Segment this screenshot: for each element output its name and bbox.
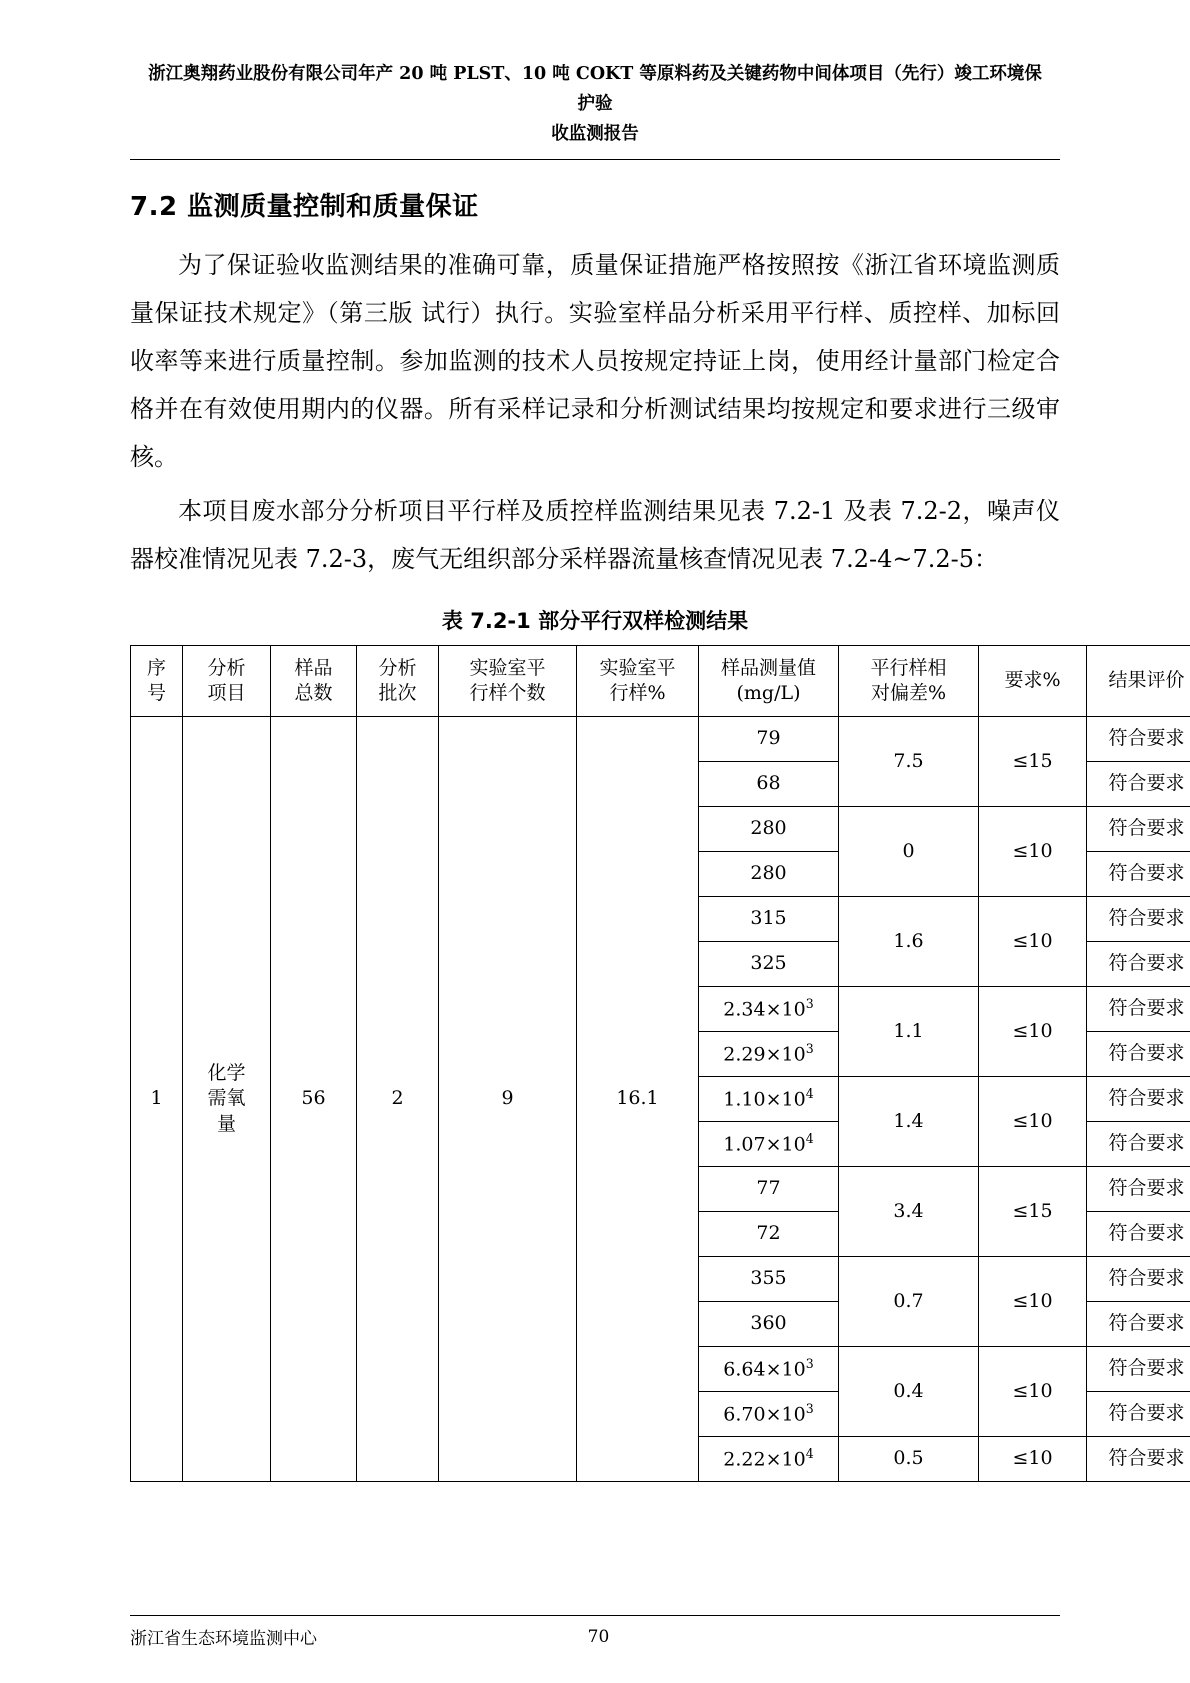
cell-evaluation: 符合要求 xyxy=(1087,717,1190,762)
th-analysis-item: 分析 项目 xyxy=(183,646,271,717)
cell-requirement: ≤10 xyxy=(979,1437,1087,1482)
th-parallel-percent: 实验室平 行样% xyxy=(577,646,699,717)
cell-measured-value: 360 xyxy=(699,1302,839,1347)
cell-evaluation: 符合要求 xyxy=(1087,1302,1190,1347)
cell-evaluation: 符合要求 xyxy=(1087,1077,1190,1122)
cell-measured-value: 72 xyxy=(699,1212,839,1257)
cell-evaluation: 符合要求 xyxy=(1087,1212,1190,1257)
cell-evaluation: 符合要求 xyxy=(1087,1167,1190,1212)
th-index: 序 号 xyxy=(131,646,183,717)
cell-measured-value: $1.07\times 10^4$ xyxy=(699,1122,839,1167)
cell-evaluation: 符合要求 xyxy=(1087,897,1190,942)
cell-measured-value: 280 xyxy=(699,852,839,897)
cell-evaluation: 符合要求 xyxy=(1087,852,1190,897)
cell-measured-value: 68 xyxy=(699,762,839,807)
th-requirement: 要求% xyxy=(979,646,1087,717)
cell-measured-value: 355 xyxy=(699,1257,839,1302)
footer-organization: 浙江省生态环境监测中心 xyxy=(130,1629,317,1649)
paragraph-1: 为了保证验收监测结果的准确可靠，质量保证措施严格按照按《浙江省环境监测质量保证技术规定》（第三版 试行）执行。实验室样品分析采用平行样、质控样、加标回收率等来进行质量控制。参加监测的技术人员按规定持证上岗，使用经计量部门检定合格并在有效使用期内的仪器。所有采样记录和分析测试结果均按规定和要求进行三级审核。 xyxy=(130,251,1060,472)
header-line-2: 收监测报告 xyxy=(551,123,639,144)
cell-measured-value: $1.10\times 10^4$ xyxy=(699,1077,839,1122)
cell-relative-deviation: 0.7 xyxy=(839,1257,979,1347)
cell-measured-value: 325 xyxy=(699,942,839,987)
cell-requirement: ≤10 xyxy=(979,1077,1087,1167)
cell-evaluation: 符合要求 xyxy=(1087,1347,1190,1392)
cell-evaluation: 符合要求 xyxy=(1087,762,1190,807)
cell-relative-deviation: 0 xyxy=(839,807,979,897)
cell-measured-value: $2.22\times 10^4$ xyxy=(699,1437,839,1482)
th-evaluation: 结果评价 xyxy=(1087,646,1190,717)
cell-requirement: ≤10 xyxy=(979,987,1087,1077)
cell-evaluation: 符合要求 xyxy=(1087,1437,1190,1482)
footer-divider xyxy=(130,1615,1060,1616)
cell-evaluation: 符合要求 xyxy=(1087,1257,1190,1302)
page-number: 70 xyxy=(587,1626,610,1647)
page-footer xyxy=(130,1615,1060,1649)
cell-relative-deviation: 1.6 xyxy=(839,897,979,987)
cell-relative-deviation: 7.5 xyxy=(839,717,979,807)
cell-requirement: ≤15 xyxy=(979,717,1087,807)
cell-relative-deviation: 3.4 xyxy=(839,1167,979,1257)
cell-relative-deviation: 0.5 xyxy=(839,1437,979,1482)
cell-sample-total: 56 xyxy=(271,717,357,1482)
table-header-row xyxy=(131,646,1190,717)
cell-analysis-item: 化学 需氧 量 xyxy=(183,717,271,1482)
th-measured-value: 样品测量值 (mg/L) xyxy=(699,646,839,717)
parallel-sample-results-table xyxy=(130,645,1190,1482)
th-relative-deviation: 平行样相 对偏差% xyxy=(839,646,979,717)
cell-relative-deviation: 1.4 xyxy=(839,1077,979,1167)
cell-requirement: ≤10 xyxy=(979,807,1087,897)
header-divider xyxy=(130,159,1060,160)
table-caption: 表 7.2-1 部分平行双样检测结果 xyxy=(441,609,749,634)
cell-evaluation: 符合要求 xyxy=(1087,1122,1190,1167)
page-title: 7.2 监测质量控制和质量保证 xyxy=(130,192,479,223)
cell-evaluation: 符合要求 xyxy=(1087,942,1190,987)
cell-evaluation: 符合要求 xyxy=(1087,987,1190,1032)
cell-measured-value: 79 xyxy=(699,717,839,762)
cell-measured-value: $6.70\times 10^3$ xyxy=(699,1392,839,1437)
th-batches: 分析 批次 xyxy=(357,646,439,717)
cell-parallel-count: 9 xyxy=(439,717,577,1482)
cell-measured-value: 77 xyxy=(699,1167,839,1212)
th-sample-total: 样品 总数 xyxy=(271,646,357,717)
paragraph-2: 本项目废水部分分析项目平行样及质控样监测结果见表 7.2-1 及表 7.2-2，噪声仪器校准情况见表 7.2-3，废气无组织部分采样器流量核查情况见表 7.2-4~7.2-5： xyxy=(130,497,1060,574)
cell-requirement: ≤15 xyxy=(979,1167,1087,1257)
cell-relative-deviation: 0.4 xyxy=(839,1347,979,1437)
th-parallel-count: 实验室平 行样个数 xyxy=(439,646,577,717)
cell-row-index: 1 xyxy=(131,717,183,1482)
cell-measured-value: $2.29\times 10^3$ xyxy=(699,1032,839,1077)
cell-measured-value: 280 xyxy=(699,807,839,852)
table-row xyxy=(131,717,1190,762)
table-body xyxy=(131,717,1190,1482)
cell-measured-value: $2.34\times 10^3$ xyxy=(699,987,839,1032)
cell-measured-value: 315 xyxy=(699,897,839,942)
cell-evaluation: 符合要求 xyxy=(1087,1392,1190,1437)
cell-relative-deviation: 1.1 xyxy=(839,987,979,1077)
cell-batches: 2 xyxy=(357,717,439,1482)
cell-measured-value: $6.64\times 10^3$ xyxy=(699,1347,839,1392)
header-line-1: 浙江奥翔药业股份有限公司年产 20 吨 PLST、10 吨 COKT 等原料药及关键药物中间体项目（先行）竣工环境保护验 xyxy=(148,64,1042,114)
page-header xyxy=(130,60,1060,149)
cell-parallel-percent: 16.1 xyxy=(577,717,699,1482)
cell-requirement: ≤10 xyxy=(979,1347,1087,1437)
cell-requirement: ≤10 xyxy=(979,1257,1087,1347)
cell-evaluation: 符合要求 xyxy=(1087,807,1190,852)
cell-requirement: ≤10 xyxy=(979,897,1087,987)
cell-evaluation: 符合要求 xyxy=(1087,1032,1190,1077)
